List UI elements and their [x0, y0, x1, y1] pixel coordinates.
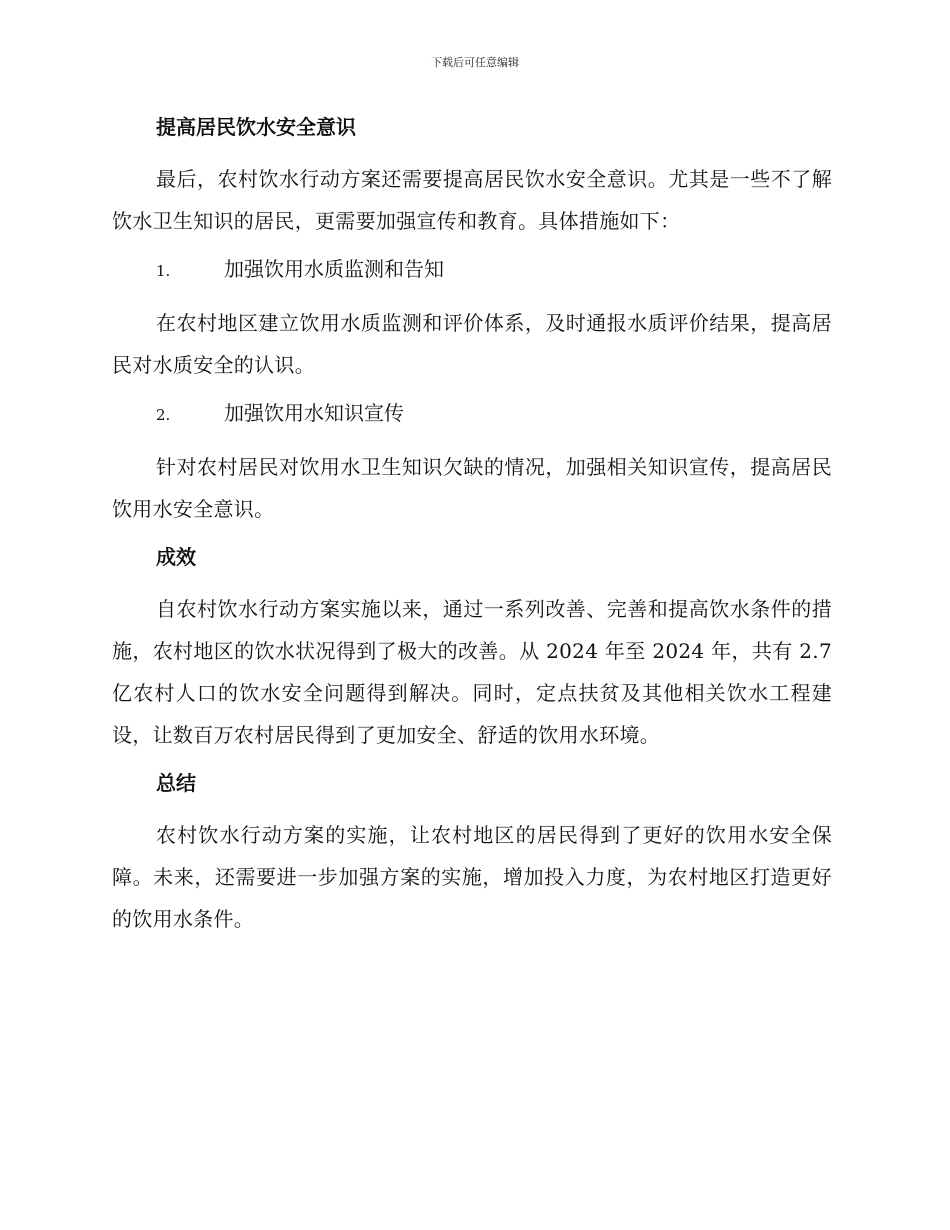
list-item-title: 加强饮用水质监测和告知: [224, 257, 444, 281]
list-item-title: 加强饮用水知识宣传: [224, 401, 404, 425]
list-item-1: [112, 252, 832, 288]
document-body: [112, 110, 832, 950]
summary-paragraph: 农村饮水行动方案的实施，让农村地区的居民得到了更好的饮用水安全保障。未来，还需要进一步加强方案的实施，增加投入力度，为农村地区打造更好的饮用水条件。: [112, 823, 832, 931]
header-note: 下载后可任意编辑: [431, 56, 519, 69]
list-item-2: [112, 396, 832, 432]
list-item-2-paragraph: 针对农村居民对饮用水卫生知识欠缺的情况，加强相关知识宣传，提高居民饮用水安全意识。: [112, 455, 832, 521]
list-number: 1.: [156, 262, 171, 280]
list-item-1-paragraph: 在农村地区建立饮用水质监测和评价体系，及时通报水质评价结果，提高居民对水质安全的认识。: [112, 311, 832, 377]
section-heading-results: 成效: [156, 545, 196, 569]
section-heading-summary: 总结: [156, 771, 196, 795]
awareness-intro-paragraph: 最后，农村饮水行动方案还需要提高居民饮水安全意识。尤其是一些不了解饮水卫生知识的居民，更需要加强宣传和教育。具体措施如下：: [112, 167, 832, 233]
section-heading-awareness: 提高居民饮水安全意识: [156, 115, 356, 139]
list-number: 2.: [156, 406, 171, 424]
results-paragraph: 自农村饮水行动方案实施以来，通过一系列改善、完善和提高饮水条件的措施，农村地区的饮水状况得到了极大的改善。从 2024 年至 2024 年，共有 2.7 亿农村人口的饮水安全问题得到解决。同时，定点扶贫及其他相关饮水工程建设，让数百万农村居民得到了更加安全、舒适的饮用水环境。: [112, 597, 832, 747]
